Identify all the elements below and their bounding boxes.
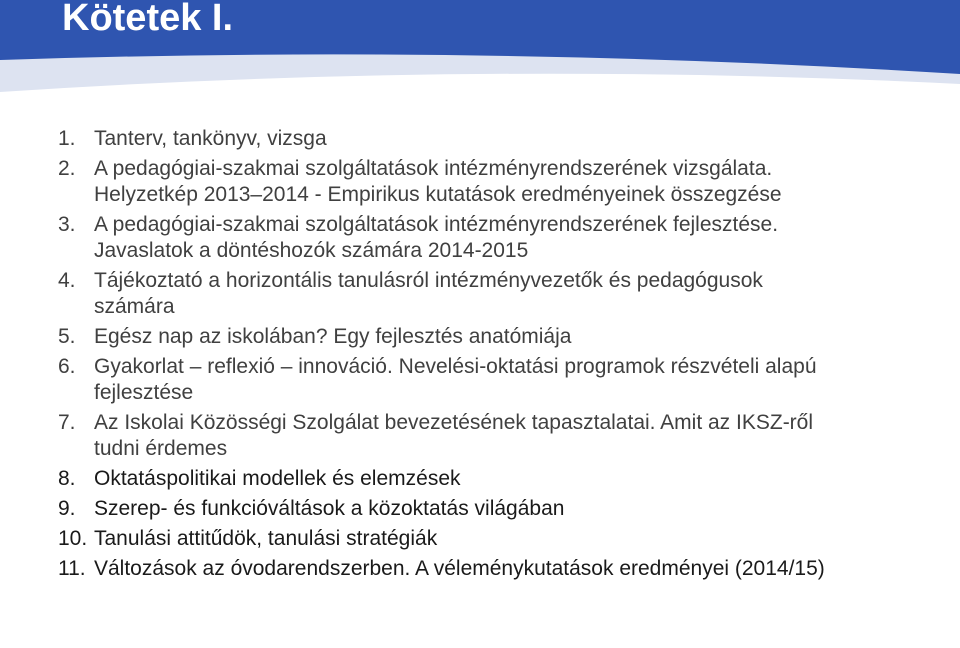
list-item [58, 556, 948, 582]
list-item-text [94, 410, 948, 462]
list-item-text [94, 212, 948, 264]
list-item-number: 11. [58, 557, 86, 580]
list-item-line: A pedagógiai-szakmai szolgáltatások intézményrendszerének fejlesztése. [94, 213, 779, 236]
list-item-line: számára [94, 295, 175, 318]
list-item [58, 268, 948, 320]
list-item-line: Egész nap az iskolában? Egy fejlesztés anatómiája [94, 325, 572, 348]
list-item-number: 7. [58, 411, 76, 434]
list-item-line: fejlesztése [94, 381, 194, 404]
list-item-line: Változások az óvodarendszerben. A véleménykutatások eredményei (2014/15) [94, 557, 825, 580]
list-item [58, 212, 948, 264]
list-item [58, 156, 948, 208]
list-item-line: Tanterv, tankönyv, vizsga [94, 127, 327, 150]
list-item-text [94, 466, 948, 492]
list-item-number: 1. [58, 127, 76, 150]
list-item-text [94, 324, 948, 350]
list-item-line: Oktatáspolitikai modellek és elemzések [94, 467, 461, 490]
list-item [58, 126, 948, 152]
list-item-text [94, 156, 948, 208]
list-item-number: 6. [58, 355, 76, 378]
list-item-line: Az Iskolai Közösségi Szolgálat bevezetésének tapasztalatai. Amit az IKSZ-ről [94, 411, 814, 434]
page-title: Kötetek I. [62, 0, 234, 39]
list-item-text [94, 526, 948, 552]
list-item [58, 354, 948, 406]
list-item-text [94, 126, 948, 152]
list-item-number: 4. [58, 269, 76, 292]
list-item [58, 496, 948, 522]
list-item-number: 2. [58, 157, 76, 180]
list-item-text [94, 496, 948, 522]
list-item [58, 324, 948, 350]
list-item-number: 8. [58, 467, 76, 490]
list-item [58, 410, 948, 462]
list-item-number: 5. [58, 325, 76, 348]
list-item-text [94, 268, 948, 320]
list-item [58, 466, 948, 492]
list-item [58, 526, 948, 552]
list-item-line: Szerep- és funkcióváltások a közoktatás világában [94, 497, 565, 520]
list-item-text [94, 556, 948, 582]
list-item-line: Tanulási attitűdök, tanulási stratégiák [94, 527, 438, 550]
list-item-line: Gyakorlat – reflexió – innováció. Nevelési-oktatási programok részvételi alapú [94, 355, 817, 378]
list-item-number: 9. [58, 497, 76, 520]
list-item-number: 3. [58, 213, 76, 236]
list-item-line: A pedagógiai-szakmai szolgáltatások intézményrendszerének vizsgálata. [94, 157, 773, 180]
list-item-text [94, 354, 948, 406]
list-item-line: tudni érdemes [94, 437, 228, 460]
list-item-number: 10. [58, 527, 88, 550]
list-item-line: Helyzetkép 2013–2014 - Empirikus kutatások eredményeinek összegzése [94, 183, 782, 206]
list-item-line: Tájékoztató a horizontális tanulásról intézményvezetők és pedagógusok [94, 269, 763, 292]
volume-list [58, 126, 948, 586]
list-item-line: Javaslatok a döntéshozók számára 2014-2015 [94, 239, 529, 262]
